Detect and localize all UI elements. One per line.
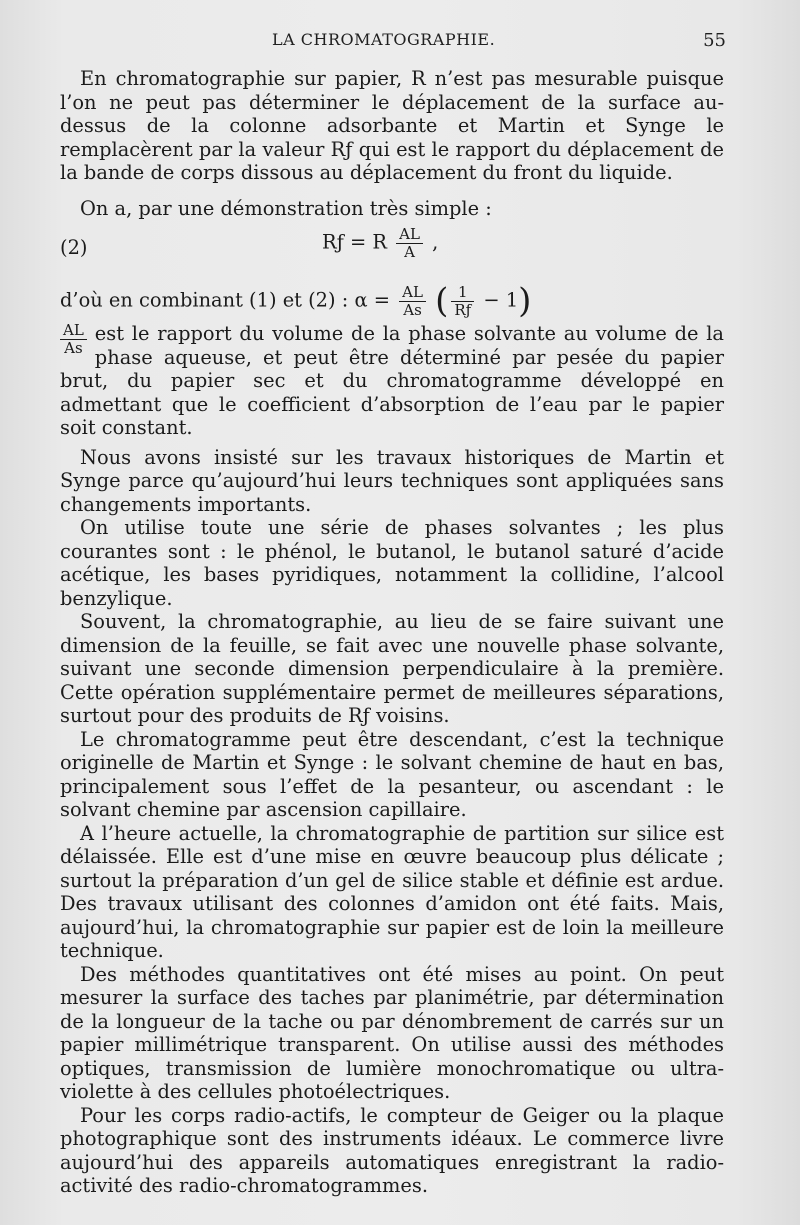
equation-2-body [322,226,438,261]
fraction-denominator: As [403,301,422,319]
paragraph-ratio [60,322,724,440]
fraction-numerator: AL [396,226,423,244]
paragraph-descending: Le chromatogramme peut être descendant, c’est la technique originelle de Martin et Synge : le solvant chemine de haut en bas, principalement sous l’effet de la pesanteur, ou ascendant : le solvant chemine par ascension capillaire. [60,727,724,821]
fraction-numerator: AL [399,284,426,302]
page-number: 55 [703,30,726,51]
ratio-fraction [60,322,87,357]
fraction-denominator: Rƒ [454,301,472,319]
equation-2-trail: , [432,230,439,254]
equation-2-fraction [396,226,423,261]
equation-2 [60,226,724,270]
body-text [60,67,724,1198]
paragraph-rf-definition: En chromatographie sur papier, R n’est pas mesurable puisque l’on ne peut pas déterminer le déplacement de la surface au-dessus de la colonne adsorbante et Martin et Synge le remplacèrent par la valeur Rƒ qui est le rapport du déplacement de la bande de corps dissous au déplacement du front du liquide. [60,67,724,184]
fraction-numerator: AL [60,322,87,340]
paragraph-ratio-text: est le rapport du volume de la phase solvante au volume de la phase aqueuse, et peut être déterminé par pesée du papier brut, du papier sec et du chromatogramme développé en admettant que le coefficient d’absorption de l’eau par le papier soit constant. [60,322,724,439]
equation-combined [60,270,724,322]
fraction-denominator: As [64,339,83,357]
close-paren: ) [518,280,532,321]
paragraph-historical: Nous avons insisté sur les travaux historiques de Martin et Synge parce qu’aujourd’hui leurs techniques sont appliquées sans changements importants. [60,445,724,516]
equation-inner-fraction [451,284,474,319]
equation-combined-body [60,280,532,321]
paragraph-demonstration: On a, par une démonstration très simple : [80,196,492,220]
page-header [60,28,726,58]
fraction-numerator: 1 [451,284,474,302]
open-paren: ( [435,280,449,321]
paragraph-radioactive: Pour les corps radio-actifs, le compteur de Geiger ou la plaque photographique sont des instruments idéaux. Le commerce livre aujourd’hui des appareils automatiques enregistrant la radio-activité des radio-chromatogrammes. [60,1103,724,1197]
equation-label: (2) [60,236,88,259]
equation-2-lhs: Rƒ = R [322,230,387,254]
fraction-denominator: A [404,243,415,261]
equation-combined-fraction [399,284,426,319]
paragraph-quantitative: Des méthodes quantitatives ont été mises au point. On peut mesurer la surface des taches par planimétrie, par détermination de la longueur de la tache ou par dénombrement de carrés sur un papier millimétrique transparent. On utilise aussi des méthodes optiques, transmission de lumière monochromatique ou ultra-violette à des cellules photoélectriques. [60,962,724,1103]
paragraph-silica: A l’heure actuelle, la chromatographie de partition sur silice est délaissée. Elle est d’une mise en œuvre beaucoup plus délicate ; surtout la préparation d’un gel de silice stable et définie est ardue. Des travaux utilisant des colonnes d’amidon ont été faits. Mais, aujourd’hui, la chromatographie sur papier est de loin la meilleure technique. [60,821,724,962]
equation-combined-prefix: d’où en combinant (1) et (2) : α = [60,288,390,312]
paragraph-solvents: On utilise toute une série de phases solvantes ; les plus courantes sont : le phénol, le butanol, le butanol saturé d’acide acétique, les bases pyridiques, notamment la collidine, l’alcool benzylique. [60,516,724,610]
paragraph-two-dimensional: Souvent, la chromatographie, au lieu de se faire suivant une dimension de la feuille, se fait avec une nouvelle phase solvante, suivant une seconde dimension perpendiculaire à la première. Cette opération supplémentaire permet de meilleures séparations, surtout pour des produits de Rƒ voisins. [60,610,724,727]
running-title: LA CHROMATOGRAPHIE. [272,30,496,49]
equation-combined-suffix: − 1 [483,288,519,312]
